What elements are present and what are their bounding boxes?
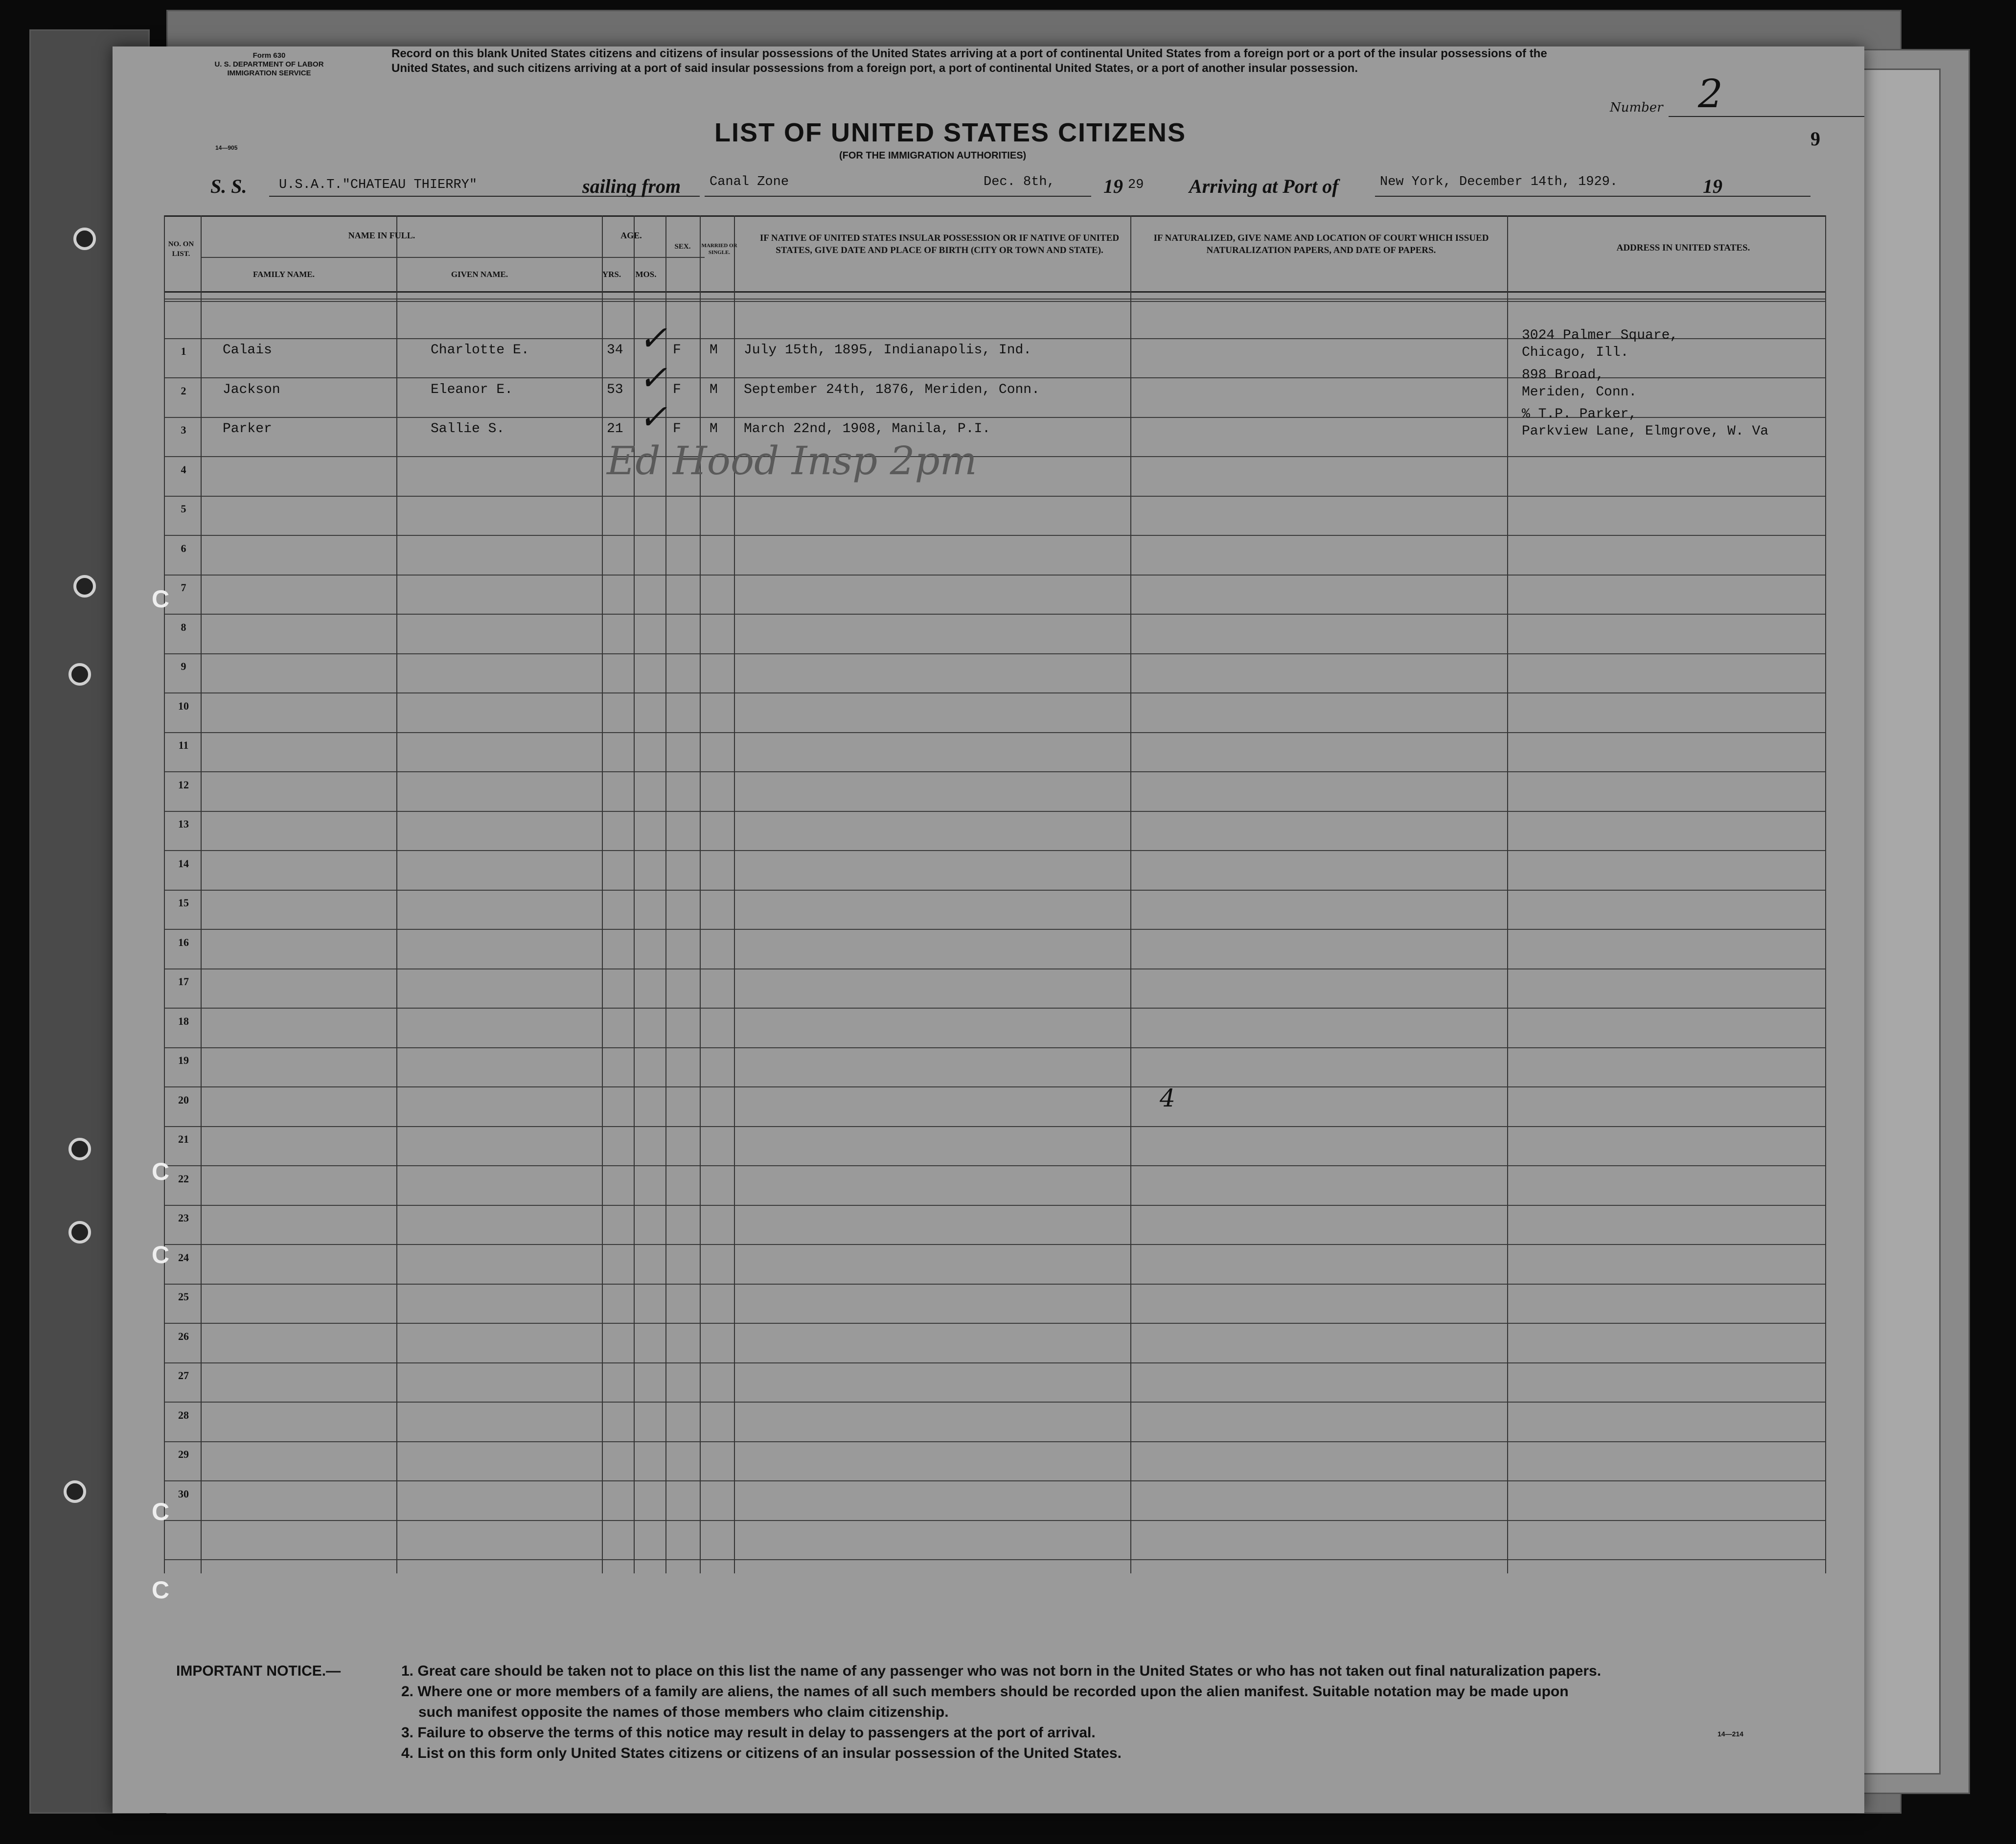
sex: F [673, 382, 681, 397]
rule-line [164, 1559, 1825, 1560]
notice-item-4: 4. List on this form only United States citizens or citizens of an insular possession of the United States. [401, 1745, 1122, 1761]
row-number: 26 [178, 1330, 189, 1342]
form-id-block [181, 51, 357, 78]
rule-line [164, 1086, 1825, 1087]
birth-info: March 22nd, 1908, Manila, P.I. [744, 421, 991, 437]
birth-info: July 15th, 1895, Indianapolis, Ind. [744, 343, 1032, 358]
col-yrs: YRS. [602, 270, 621, 279]
row-number: 23 [178, 1212, 189, 1224]
address-line-2: Parkview Lane, Elmgrove, W. Va [1522, 424, 1769, 439]
marital-status: M [710, 382, 718, 397]
rule-line [164, 291, 1825, 293]
family-name: Parker [223, 421, 272, 437]
sailing-date: Dec. 8th, [984, 175, 1055, 189]
col-family: FAMILY NAME. [253, 270, 315, 279]
row-number: 13 [178, 818, 189, 830]
rule-line [164, 1205, 1825, 1206]
row-number: 9 [181, 660, 186, 672]
row-number: 24 [178, 1251, 189, 1264]
row-number: 3 [181, 424, 186, 436]
rule-line [164, 215, 1825, 217]
rule-line [164, 929, 1825, 930]
col-address: ADDRESS IN UNITED STATES. [1616, 243, 1750, 253]
rule-line [164, 1402, 1825, 1403]
row-number: 11 [178, 739, 189, 751]
row-number: 8 [181, 621, 186, 633]
rule-line [201, 215, 202, 1573]
inspector-note: Ed Hood Insp 2pm [607, 438, 977, 484]
row-number: 22 [178, 1172, 189, 1185]
rule-line [164, 1284, 1825, 1285]
family-name: Jackson [223, 382, 280, 397]
ship-name: U.S.A.T."CHATEAU THIERRY" [279, 178, 478, 192]
marital-status: M [710, 343, 718, 358]
arrival-info: New York, December 14th, 1929. [1380, 175, 1618, 189]
address-line-2: Meriden, Conn. [1522, 384, 1637, 400]
row-number: 29 [178, 1448, 189, 1460]
row-number: 14 [178, 857, 189, 870]
row-number: 27 [178, 1369, 189, 1382]
address-line-2: Chicago, Ill. [1522, 345, 1629, 360]
row-number: 21 [178, 1133, 189, 1145]
year-suffix: 29 [1128, 178, 1144, 192]
rule-line [164, 496, 1825, 497]
age-years: 34 [607, 343, 623, 358]
row-number: 12 [178, 778, 189, 791]
page-title: LIST OF UNITED STATES CITIZENS [714, 118, 1186, 147]
rule-line [164, 1165, 1825, 1166]
notice-item-2: 2. Where one or more members of a family are aliens, the names of all such members should be recorded upon the alien manifest. Suitable notation may be made upon [401, 1683, 1569, 1700]
rule-line [1825, 215, 1826, 1573]
notice-item-1: 1. Great care should be taken not to place on this list the name of any passenger who was not born in the United States or who has not taken out final naturalization papers. [401, 1663, 1602, 1679]
row-number: 1 [181, 345, 186, 357]
margin-mark: 4 [1160, 1084, 1175, 1112]
year-prefix: 19 [1103, 175, 1123, 197]
rule-line [164, 535, 1825, 536]
rule-line [164, 890, 1825, 891]
rule-line [164, 1047, 1825, 1048]
rule-line [164, 1441, 1825, 1442]
hole-mark: C [152, 1241, 170, 1268]
print-code: 14—905 [215, 144, 238, 151]
rule-line [164, 1008, 1825, 1009]
punch-hole [73, 575, 96, 598]
punch-hole [69, 1138, 91, 1160]
row-number: 19 [178, 1054, 189, 1066]
check-mark-icon: ✓ [639, 357, 667, 398]
intro-text: Record on this blank United States citizens and citizens of insular possessions of the United States arriving at a port of continental United States from a foreign port or a port of the insular possessions of the United States, and such citizens arriving at a port of said insular possessions from a foreign port, a port of continental United States, or a port of another insular possession. [391, 47, 1547, 75]
hole-mark: C [152, 585, 170, 613]
rule-line [164, 968, 1825, 969]
rule-line [201, 257, 705, 258]
address-line-1: % T.P. Parker, [1522, 407, 1637, 422]
rule-line [164, 771, 1825, 772]
punch-hole [64, 1480, 86, 1503]
form-number: Form 630 [252, 51, 286, 60]
row-number: 2 [181, 384, 186, 397]
from-port: Canal Zone [710, 175, 789, 189]
sheet-number: 9 [1810, 128, 1820, 150]
row-number: 25 [178, 1291, 189, 1303]
rule-line [700, 215, 701, 1573]
notice-item-2b: such manifest opposite the names of those members who claim citizenship. [418, 1704, 949, 1720]
hole-mark: C [152, 1576, 170, 1604]
rule-line [164, 456, 1825, 457]
rule-line [734, 215, 735, 1573]
rule-line [602, 215, 603, 1573]
sex: F [673, 343, 681, 358]
row-number: 15 [178, 897, 189, 909]
year-prefix-2: 19 [1703, 175, 1722, 197]
rule-line [164, 575, 1825, 576]
rule-line [164, 1126, 1825, 1127]
row-number: 10 [178, 699, 189, 712]
punch-hole [69, 1221, 91, 1244]
row-number: 17 [178, 975, 189, 988]
notice-lead: IMPORTANT NOTICE.— [176, 1663, 341, 1679]
check-mark-icon: ✓ [639, 397, 667, 437]
manifest-page [113, 46, 1864, 1813]
rule-line [164, 1520, 1825, 1521]
punch-hole [73, 228, 96, 250]
col-birth: IF NATIVE OF UNITED STATES INSULAR POSSESSION OR IF NATIVE OF UNITED STATES, GIVE DATE AND PLACE OF BIRTH (CITY OR TOWN AND STATE). [759, 233, 1120, 255]
address-line-1: 898 Broad, [1522, 367, 1604, 383]
row-number: 16 [178, 936, 189, 948]
row-number: 28 [178, 1408, 189, 1421]
row-number: 20 [178, 1093, 189, 1106]
rule-line [634, 215, 635, 1573]
rule-line [396, 215, 397, 1573]
row-number: 5 [181, 503, 186, 515]
marital-status: M [710, 421, 718, 437]
col-name-in-full: NAME IN FULL. [348, 230, 415, 240]
sex: F [673, 421, 681, 437]
rule-line [164, 1362, 1825, 1363]
row-number: 7 [181, 581, 186, 594]
col-married: MARRIED OR SINGLE. [701, 243, 737, 256]
hole-mark: C [152, 1498, 170, 1525]
page-subtitle: (FOR THE IMMIGRATION AUTHORITIES) [839, 150, 1027, 161]
punch-hole [69, 663, 91, 686]
age-years: 21 [607, 421, 623, 437]
row-number: 18 [178, 1014, 189, 1027]
col-age: AGE. [620, 230, 642, 240]
age-years: 53 [607, 382, 623, 397]
rule-line [164, 1323, 1825, 1324]
given-name: Charlotte E. [431, 343, 529, 358]
rule-line [164, 850, 1825, 851]
sailing-label: sailing from [582, 175, 681, 197]
rule-line [164, 732, 1825, 733]
number-value: 2 [1698, 71, 1723, 116]
family-name: Calais [223, 343, 272, 358]
department-name: U. S. DEPARTMENT OF LABOR [214, 60, 324, 69]
hole-mark: C [152, 1158, 170, 1185]
rule-line [164, 811, 1825, 812]
col-no: NO. ON LIST. [168, 240, 194, 258]
ss-label: S. S. [210, 175, 247, 197]
address-line-1: 3024 Palmer Square, [1522, 328, 1678, 343]
service-name: IMMIGRATION SERVICE [227, 69, 311, 77]
rule-line [164, 1480, 1825, 1481]
rule-line [1130, 215, 1131, 1573]
rule-line [164, 301, 1825, 302]
given-name: Sallie S. [431, 421, 505, 437]
notice-code: 14—214 [1718, 1730, 1743, 1738]
check-mark-icon: ✓ [639, 318, 667, 358]
col-given: GIVEN NAME. [451, 270, 508, 279]
col-sex: SEX. [674, 243, 691, 251]
birth-info: September 24th, 1876, Meriden, Conn. [744, 382, 1040, 397]
col-mos: MOS. [635, 270, 657, 279]
rule-line [1507, 215, 1508, 1573]
rule-line [164, 215, 165, 1573]
row-number: 30 [178, 1487, 189, 1500]
arriving-label: Arriving at Port of [1189, 175, 1339, 197]
row-number: 6 [181, 542, 186, 554]
col-naturalized: IF NATURALIZED, GIVE NAME AND LOCATION OF COURT WHICH ISSUED NATURALIZATION PAPERS, AND DATE OF PAPERS. [1153, 233, 1489, 255]
number-label: Number [1610, 100, 1663, 115]
notice-item-3: 3. Failure to observe the terms of this notice may result in delay to passengers at the port of arrival. [401, 1725, 1096, 1741]
rule-line [164, 692, 1825, 693]
rule-line [164, 614, 1825, 615]
row-number: 4 [181, 463, 186, 476]
rule-line [164, 1244, 1825, 1245]
rule-line [164, 299, 1825, 300]
rule-line [164, 653, 1825, 654]
given-name: Eleanor E. [431, 382, 513, 397]
